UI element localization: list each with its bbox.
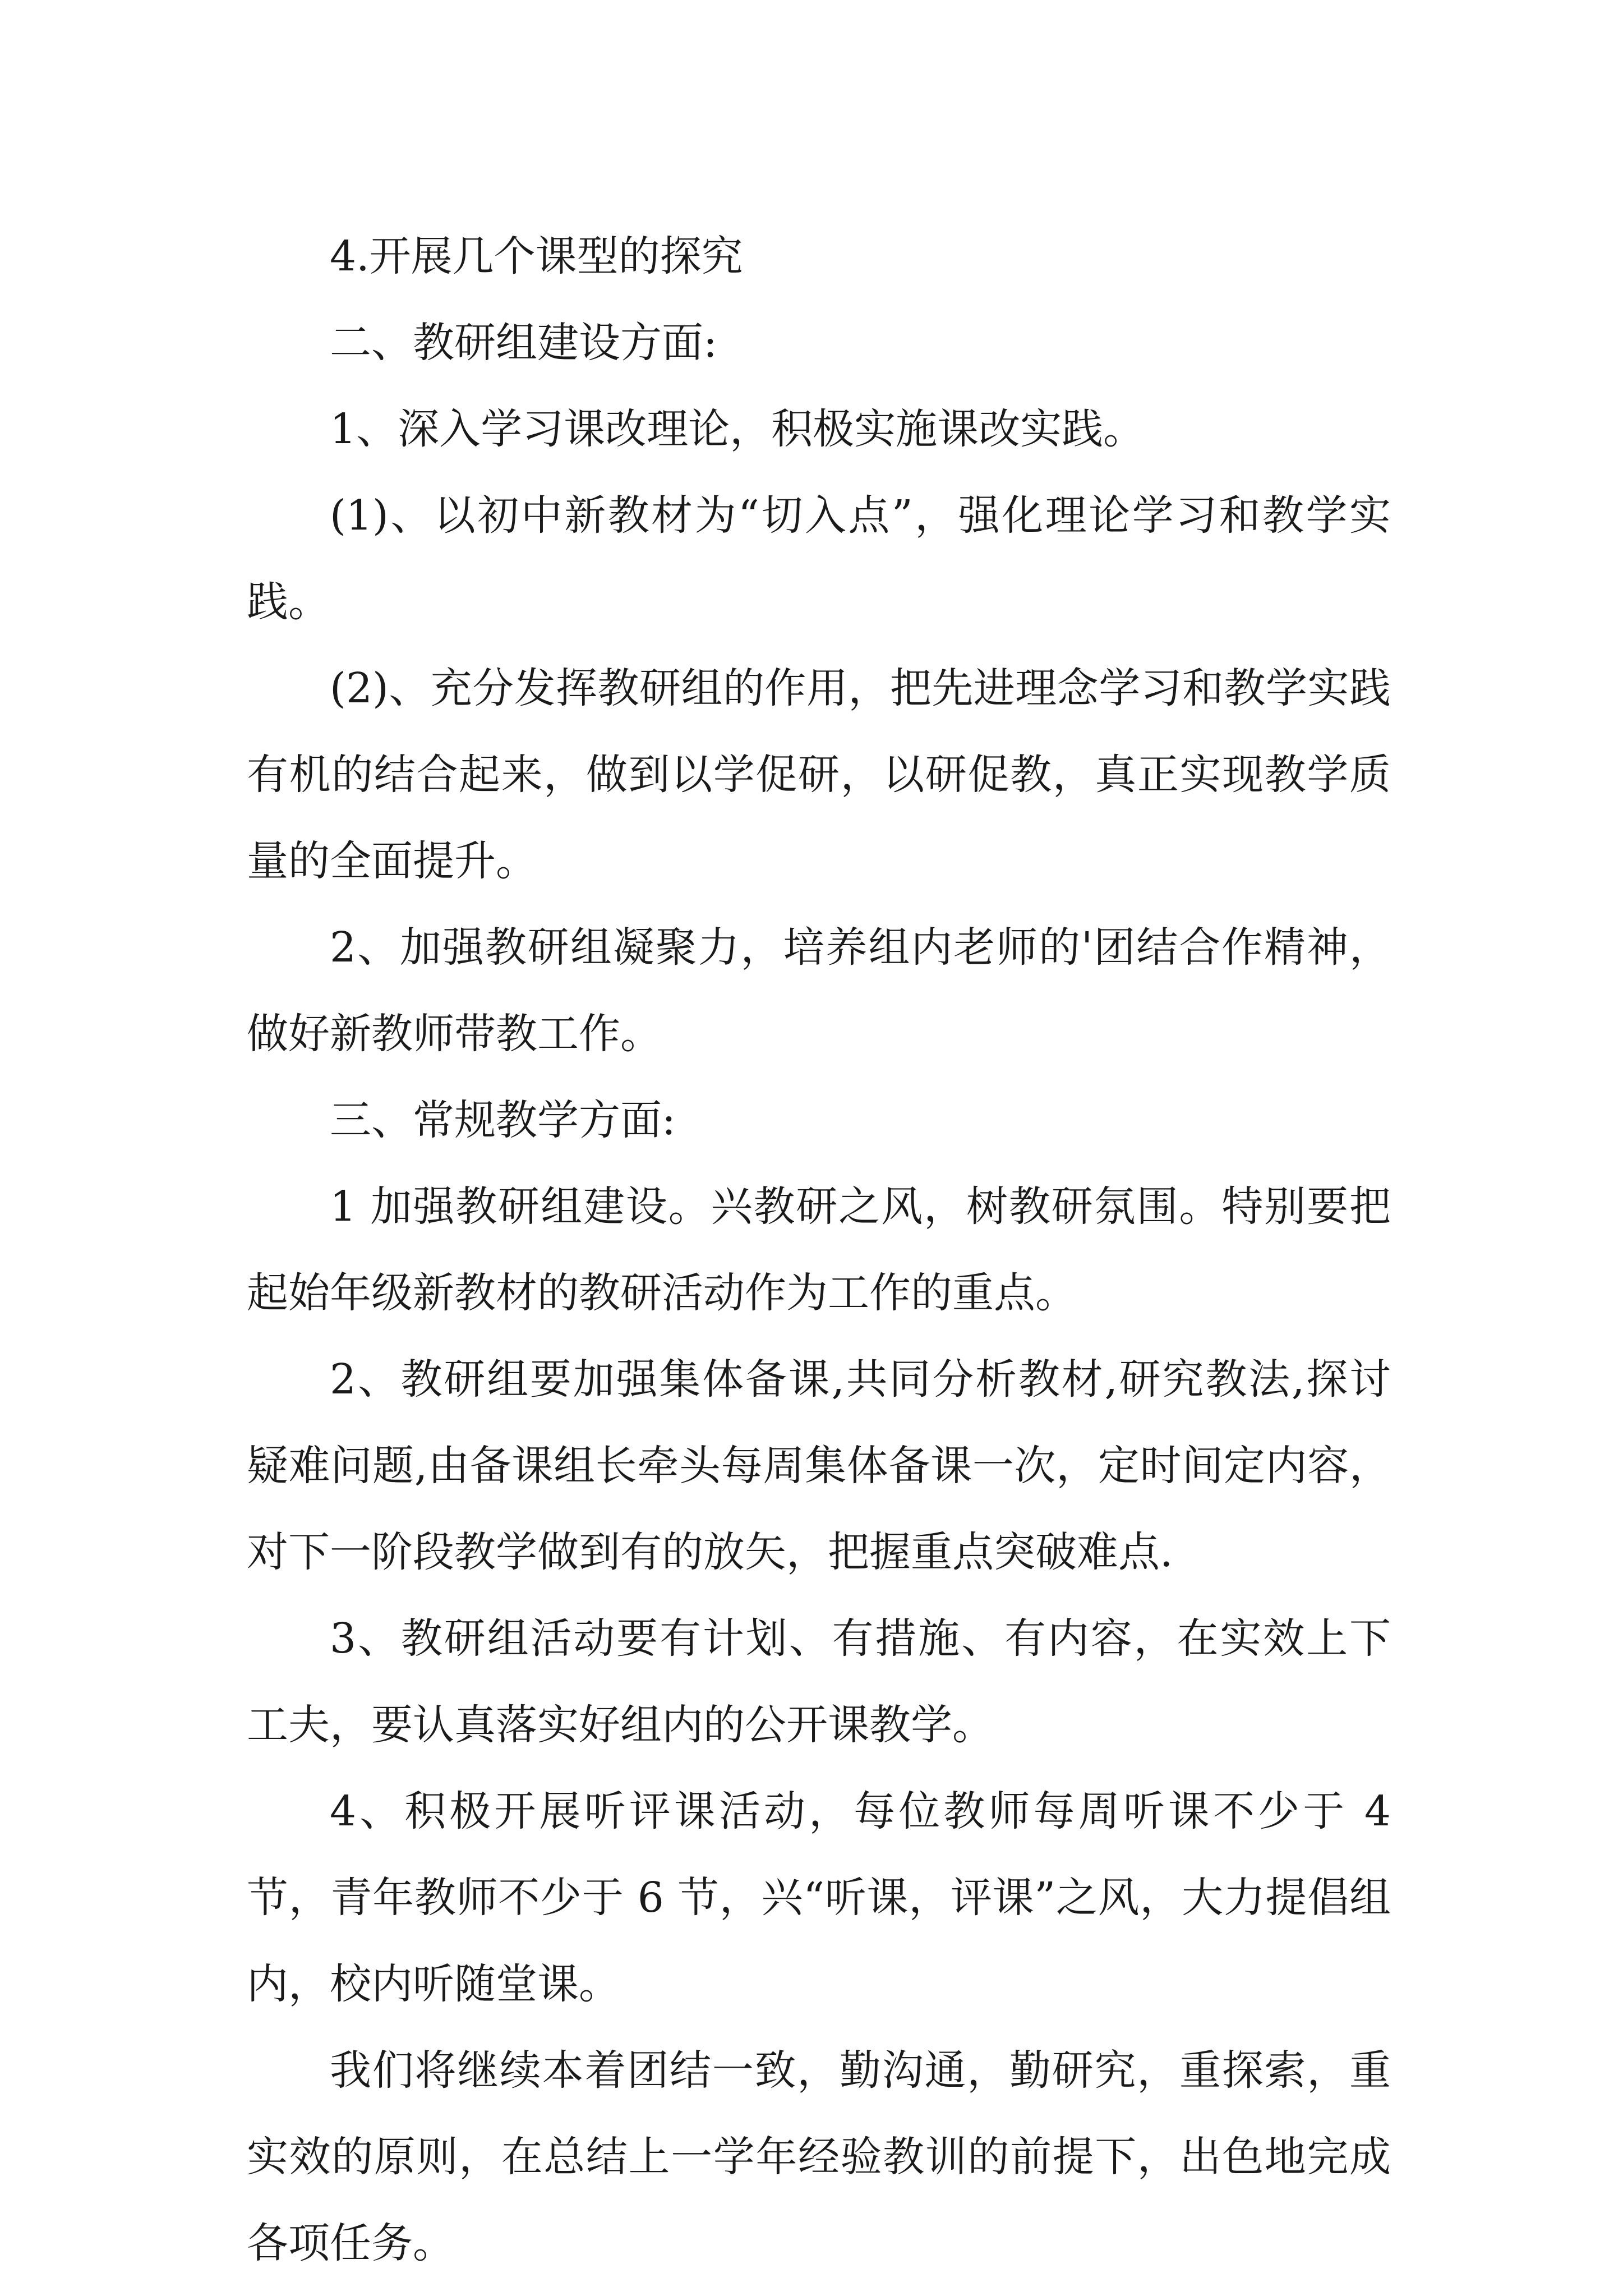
paragraph-subitem-2: (2)、充分发挥教研组的作用，把先进理念学习和教学实践有机的结合起来，做到以学促研，以研促教，真正实现教学质量的全面提升。 (247, 664, 1391, 885)
paragraph-item-2: 2、教研组要加强集体备课,共同分析教材,研究教法,探讨疑难问题,由备课组长牵头每周集体备课一次，定时间定内容，对下一阶段教学做到有的放矢，把握重点突破难点. (247, 1355, 1391, 1576)
paragraph-item-2: 2、加强教研组凝聚力，培养组内老师的'团结合作精神，做好新教师带教工作。 (247, 923, 1391, 1058)
document-body (247, 213, 1391, 2286)
closing-paragraph: 我们将继续本着团结一致，勤沟通，勤研究，重探索，重实效的原则，在总结上一学年经验教训的前提下，出色地完成各项任务。 (247, 2046, 1391, 2267)
paragraph-item-1: 1、深入学习课改理论，积极实施课改实践。 (330, 405, 1145, 453)
section-heading-2: 二、教研组建设方面: (330, 319, 717, 367)
paragraph-item-1: 1 加强教研组建设。兴教研之风，树教研氛围。特别要把起始年级新教材的教研活动作为工作的重点。 (247, 1182, 1391, 1317)
paragraph-subitem-1: (1)、以初中新教材为“切入点”，强化理论学习和教学实践。 (247, 491, 1391, 626)
paragraph-item-4: 4、积极开展听评课活动，每位教师每周听课不少于 4 节，青年教师不少于 6 节，兴“听课，评课”之风，大力提倡组内，校内听随堂课。 (247, 1787, 1391, 2008)
paragraph-item-3: 3、教研组活动要有计划、有措施、有内容，在实效上下工夫，要认真落实好组内的公开课教学。 (247, 1614, 1391, 1749)
paragraph-subitem-4: 4.开展几个课型的探究 (330, 232, 743, 280)
section-heading-3: 三、常规教学方面: (330, 1096, 676, 1144)
